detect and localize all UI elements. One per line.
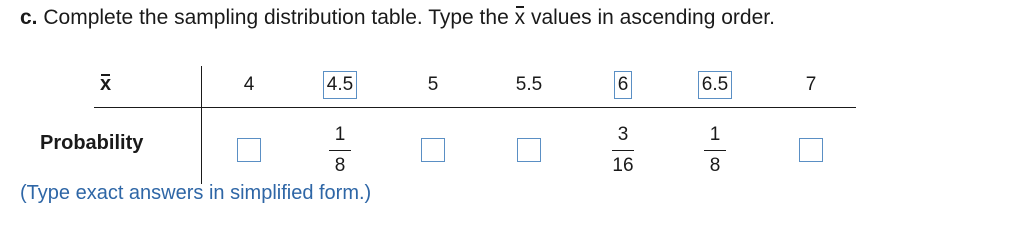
probability-cell xyxy=(489,116,569,184)
x-value-cell xyxy=(393,69,473,101)
question-prompt xyxy=(20,6,775,30)
fraction-numerator: 1 xyxy=(334,123,346,145)
x-value: 7 xyxy=(805,74,817,95)
fraction-denominator: 16 xyxy=(612,154,634,176)
probability-fraction xyxy=(704,124,726,177)
probability-answer-input[interactable] xyxy=(799,138,823,162)
fraction-bar xyxy=(704,150,726,151)
x-value: 5 xyxy=(427,74,439,95)
x-value-cell[interactable] xyxy=(300,69,380,101)
x-bar-row-header xyxy=(100,73,111,96)
table-horizontal-divider xyxy=(94,107,856,108)
x-value-entered[interactable]: 6.5 xyxy=(698,71,732,99)
probability-answer-input[interactable] xyxy=(517,138,541,162)
question-part-label: c. xyxy=(20,6,38,29)
probability-cell xyxy=(209,116,289,184)
table-vertical-divider xyxy=(201,66,202,184)
fraction-bar xyxy=(612,150,634,151)
answer-instruction: (Type exact answers in simplified form.) xyxy=(20,182,372,204)
x-bar-symbol: x xyxy=(514,6,526,29)
fraction-numerator: 3 xyxy=(617,123,629,145)
x-value-cell[interactable] xyxy=(583,69,663,101)
probability-row-header: Probability xyxy=(40,132,144,154)
x-value-cell xyxy=(489,69,569,101)
fraction-numerator: 1 xyxy=(709,123,721,145)
probability-cell xyxy=(675,116,755,184)
fraction-bar xyxy=(329,150,351,151)
x-value-cell xyxy=(771,69,851,101)
probability-answer-input[interactable] xyxy=(237,138,261,162)
x-value-cell xyxy=(209,69,289,101)
fraction-denominator: 8 xyxy=(334,154,346,176)
probability-fraction xyxy=(612,124,634,177)
probability-cell xyxy=(393,116,473,184)
x-value: 5.5 xyxy=(515,74,543,95)
probability-fraction xyxy=(329,124,351,177)
fraction-denominator: 8 xyxy=(709,154,721,176)
question-text-before: Complete the sampling distribution table. Type the xyxy=(43,6,509,29)
x-value-entered[interactable]: 6 xyxy=(614,71,633,99)
probability-cell xyxy=(771,116,851,184)
x-bar-header-symbol: x xyxy=(100,73,112,95)
sampling-distribution-table xyxy=(0,60,1014,190)
x-value: 4 xyxy=(243,74,255,95)
probability-cell xyxy=(583,116,663,184)
x-value-cell[interactable] xyxy=(675,69,755,101)
probability-answer-input[interactable] xyxy=(421,138,445,162)
question-text-after: values in ascending order. xyxy=(530,6,775,29)
x-value-entered[interactable]: 4.5 xyxy=(323,71,357,99)
probability-cell xyxy=(300,116,380,184)
